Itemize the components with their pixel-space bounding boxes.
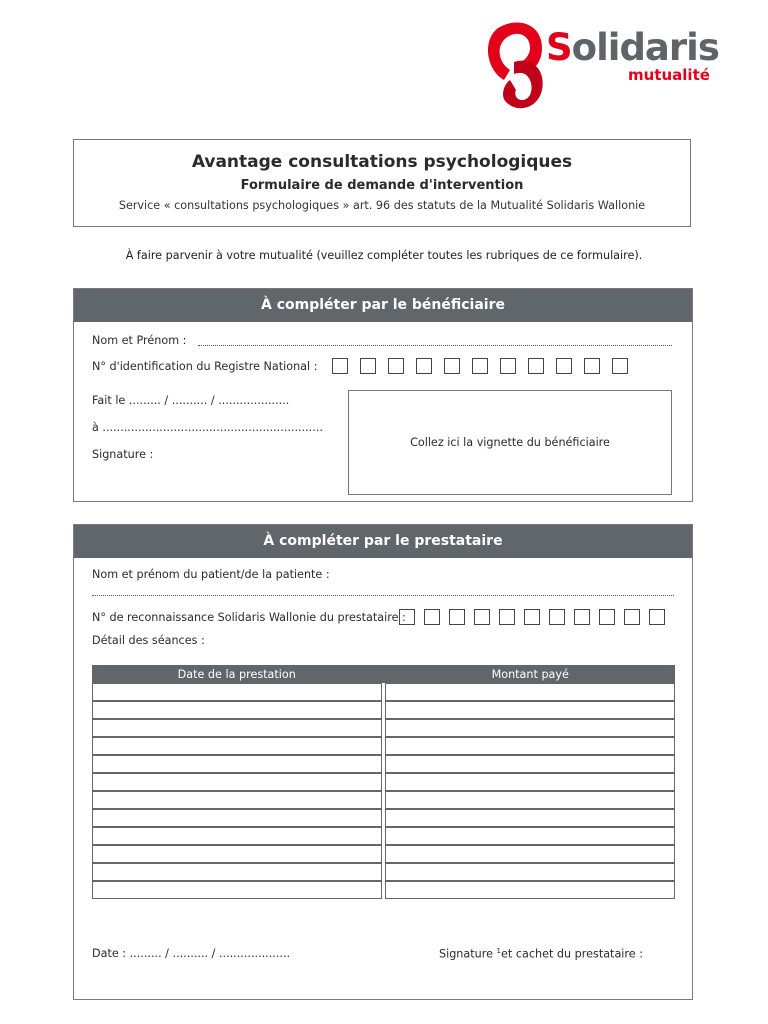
session-date-cell[interactable] — [92, 791, 382, 809]
recognition-digit-box[interactable] — [574, 609, 590, 625]
form-subtitle: Formulaire de demande d'intervention — [240, 178, 524, 193]
session-date-cell[interactable] — [92, 827, 382, 845]
session-row — [92, 737, 675, 755]
solidaris-logo-mark — [484, 18, 554, 114]
sessions-table — [92, 665, 675, 899]
recognition-number-boxes[interactable] — [399, 609, 665, 625]
provider-date-field[interactable]: Date : ......... / .......... / .................... — [92, 947, 291, 960]
provider-signature-label: Signature $^1$et cachet du prestataire : — [439, 947, 643, 961]
recognition-digit-box[interactable] — [649, 609, 665, 625]
recognition-digit-box[interactable] — [524, 609, 540, 625]
place-field[interactable]: à .............................................................. — [92, 421, 323, 434]
recognition-digit-box[interactable] — [474, 609, 490, 625]
vignette-area — [348, 390, 672, 495]
recognition-digit-box[interactable] — [499, 609, 515, 625]
session-date-cell[interactable] — [92, 683, 382, 701]
name-label: Nom et Prénom : — [92, 334, 187, 347]
session-row — [92, 755, 675, 773]
recognition-number-label: N° de reconnaissance Solidaris Wallonie du prestataire : — [92, 611, 406, 624]
session-amount-cell[interactable] — [385, 701, 675, 719]
session-row — [92, 683, 675, 701]
national-register-boxes[interactable] — [332, 358, 628, 374]
session-date-cell[interactable] — [92, 773, 382, 791]
national-register-digit-box[interactable] — [528, 358, 544, 374]
beneficiary-signature-label: Signature : — [92, 448, 154, 461]
session-amount-cell[interactable] — [385, 827, 675, 845]
national-register-digit-box[interactable] — [584, 358, 600, 374]
session-date-cell[interactable] — [92, 809, 382, 827]
session-amount-cell[interactable] — [385, 863, 675, 881]
patient-name-label: Nom et prénom du patient/de la patiente : — [92, 568, 330, 581]
solidaris-logo — [484, 18, 724, 114]
session-date-cell[interactable] — [92, 701, 382, 719]
session-amount-cell[interactable] — [385, 809, 675, 827]
intro-instruction: À faire parvenir à votre mutualité (veuillez compléter toutes les rubriques de ce formulaire). — [125, 249, 643, 262]
national-register-digit-box[interactable] — [472, 358, 488, 374]
session-row — [92, 791, 675, 809]
session-row — [92, 701, 675, 719]
session-date-cell[interactable] — [92, 755, 382, 773]
session-date-cell[interactable] — [92, 845, 382, 863]
national-register-digit-box[interactable] — [416, 358, 432, 374]
patient-name-field[interactable] — [92, 595, 674, 596]
recognition-digit-box[interactable] — [399, 609, 415, 625]
session-amount-cell[interactable] — [385, 773, 675, 791]
session-date-cell[interactable] — [92, 863, 382, 881]
footnote-marker: 1 — [496, 947, 501, 955]
session-amount-cell[interactable] — [385, 683, 675, 701]
provider-heading: À compléter par le prestataire — [74, 525, 692, 558]
brand-name: Solidaris — [546, 26, 719, 69]
session-amount-cell[interactable] — [385, 881, 675, 899]
form-title: Avantage consultations psychologiques — [191, 152, 573, 172]
recognition-digit-box[interactable] — [599, 609, 615, 625]
session-row — [92, 827, 675, 845]
sessions-label: Détail des séances : — [92, 634, 205, 647]
national-register-digit-box[interactable] — [360, 358, 376, 374]
brand-subtitle: mutualité — [628, 66, 710, 84]
beneficiary-heading: À compléter par le bénéficiaire — [74, 289, 692, 322]
vignette-label: Collez ici la vignette du bénéficiaire — [410, 436, 610, 449]
beneficiary-section — [73, 288, 693, 502]
national-register-digit-box[interactable] — [444, 358, 460, 374]
provider-section — [73, 524, 693, 1000]
session-amount-cell[interactable] — [385, 737, 675, 755]
session-date-cell[interactable] — [92, 719, 382, 737]
session-amount-cell[interactable] — [385, 755, 675, 773]
session-row — [92, 719, 675, 737]
recognition-digit-box[interactable] — [624, 609, 640, 625]
session-row — [92, 773, 675, 791]
session-date-cell[interactable] — [92, 881, 382, 899]
column-header-amount: Montant payé — [385, 665, 675, 683]
national-register-digit-box[interactable] — [612, 358, 628, 374]
session-row — [92, 845, 675, 863]
session-row — [92, 881, 675, 899]
session-row — [92, 809, 675, 827]
done-on-date-field[interactable]: Fait le ......... / .......... / .................... — [92, 394, 290, 407]
session-row — [92, 863, 675, 881]
column-header-date: Date de la prestation — [92, 665, 382, 683]
session-amount-cell[interactable] — [385, 719, 675, 737]
recognition-digit-box[interactable] — [424, 609, 440, 625]
national-register-digit-box[interactable] — [332, 358, 348, 374]
national-register-digit-box[interactable] — [556, 358, 572, 374]
service-note: Service « consultations psychologiques » art. 96 des statuts de la Mutualité Solidaris Wallonie — [118, 199, 646, 212]
form-title-box — [73, 139, 691, 227]
session-amount-cell[interactable] — [385, 845, 675, 863]
national-register-label: N° d'identification du Registre National : — [92, 360, 318, 373]
name-field[interactable] — [198, 345, 672, 346]
session-amount-cell[interactable] — [385, 791, 675, 809]
recognition-digit-box[interactable] — [449, 609, 465, 625]
session-date-cell[interactable] — [92, 737, 382, 755]
national-register-digit-box[interactable] — [388, 358, 404, 374]
recognition-digit-box[interactable] — [549, 609, 565, 625]
national-register-digit-box[interactable] — [500, 358, 516, 374]
